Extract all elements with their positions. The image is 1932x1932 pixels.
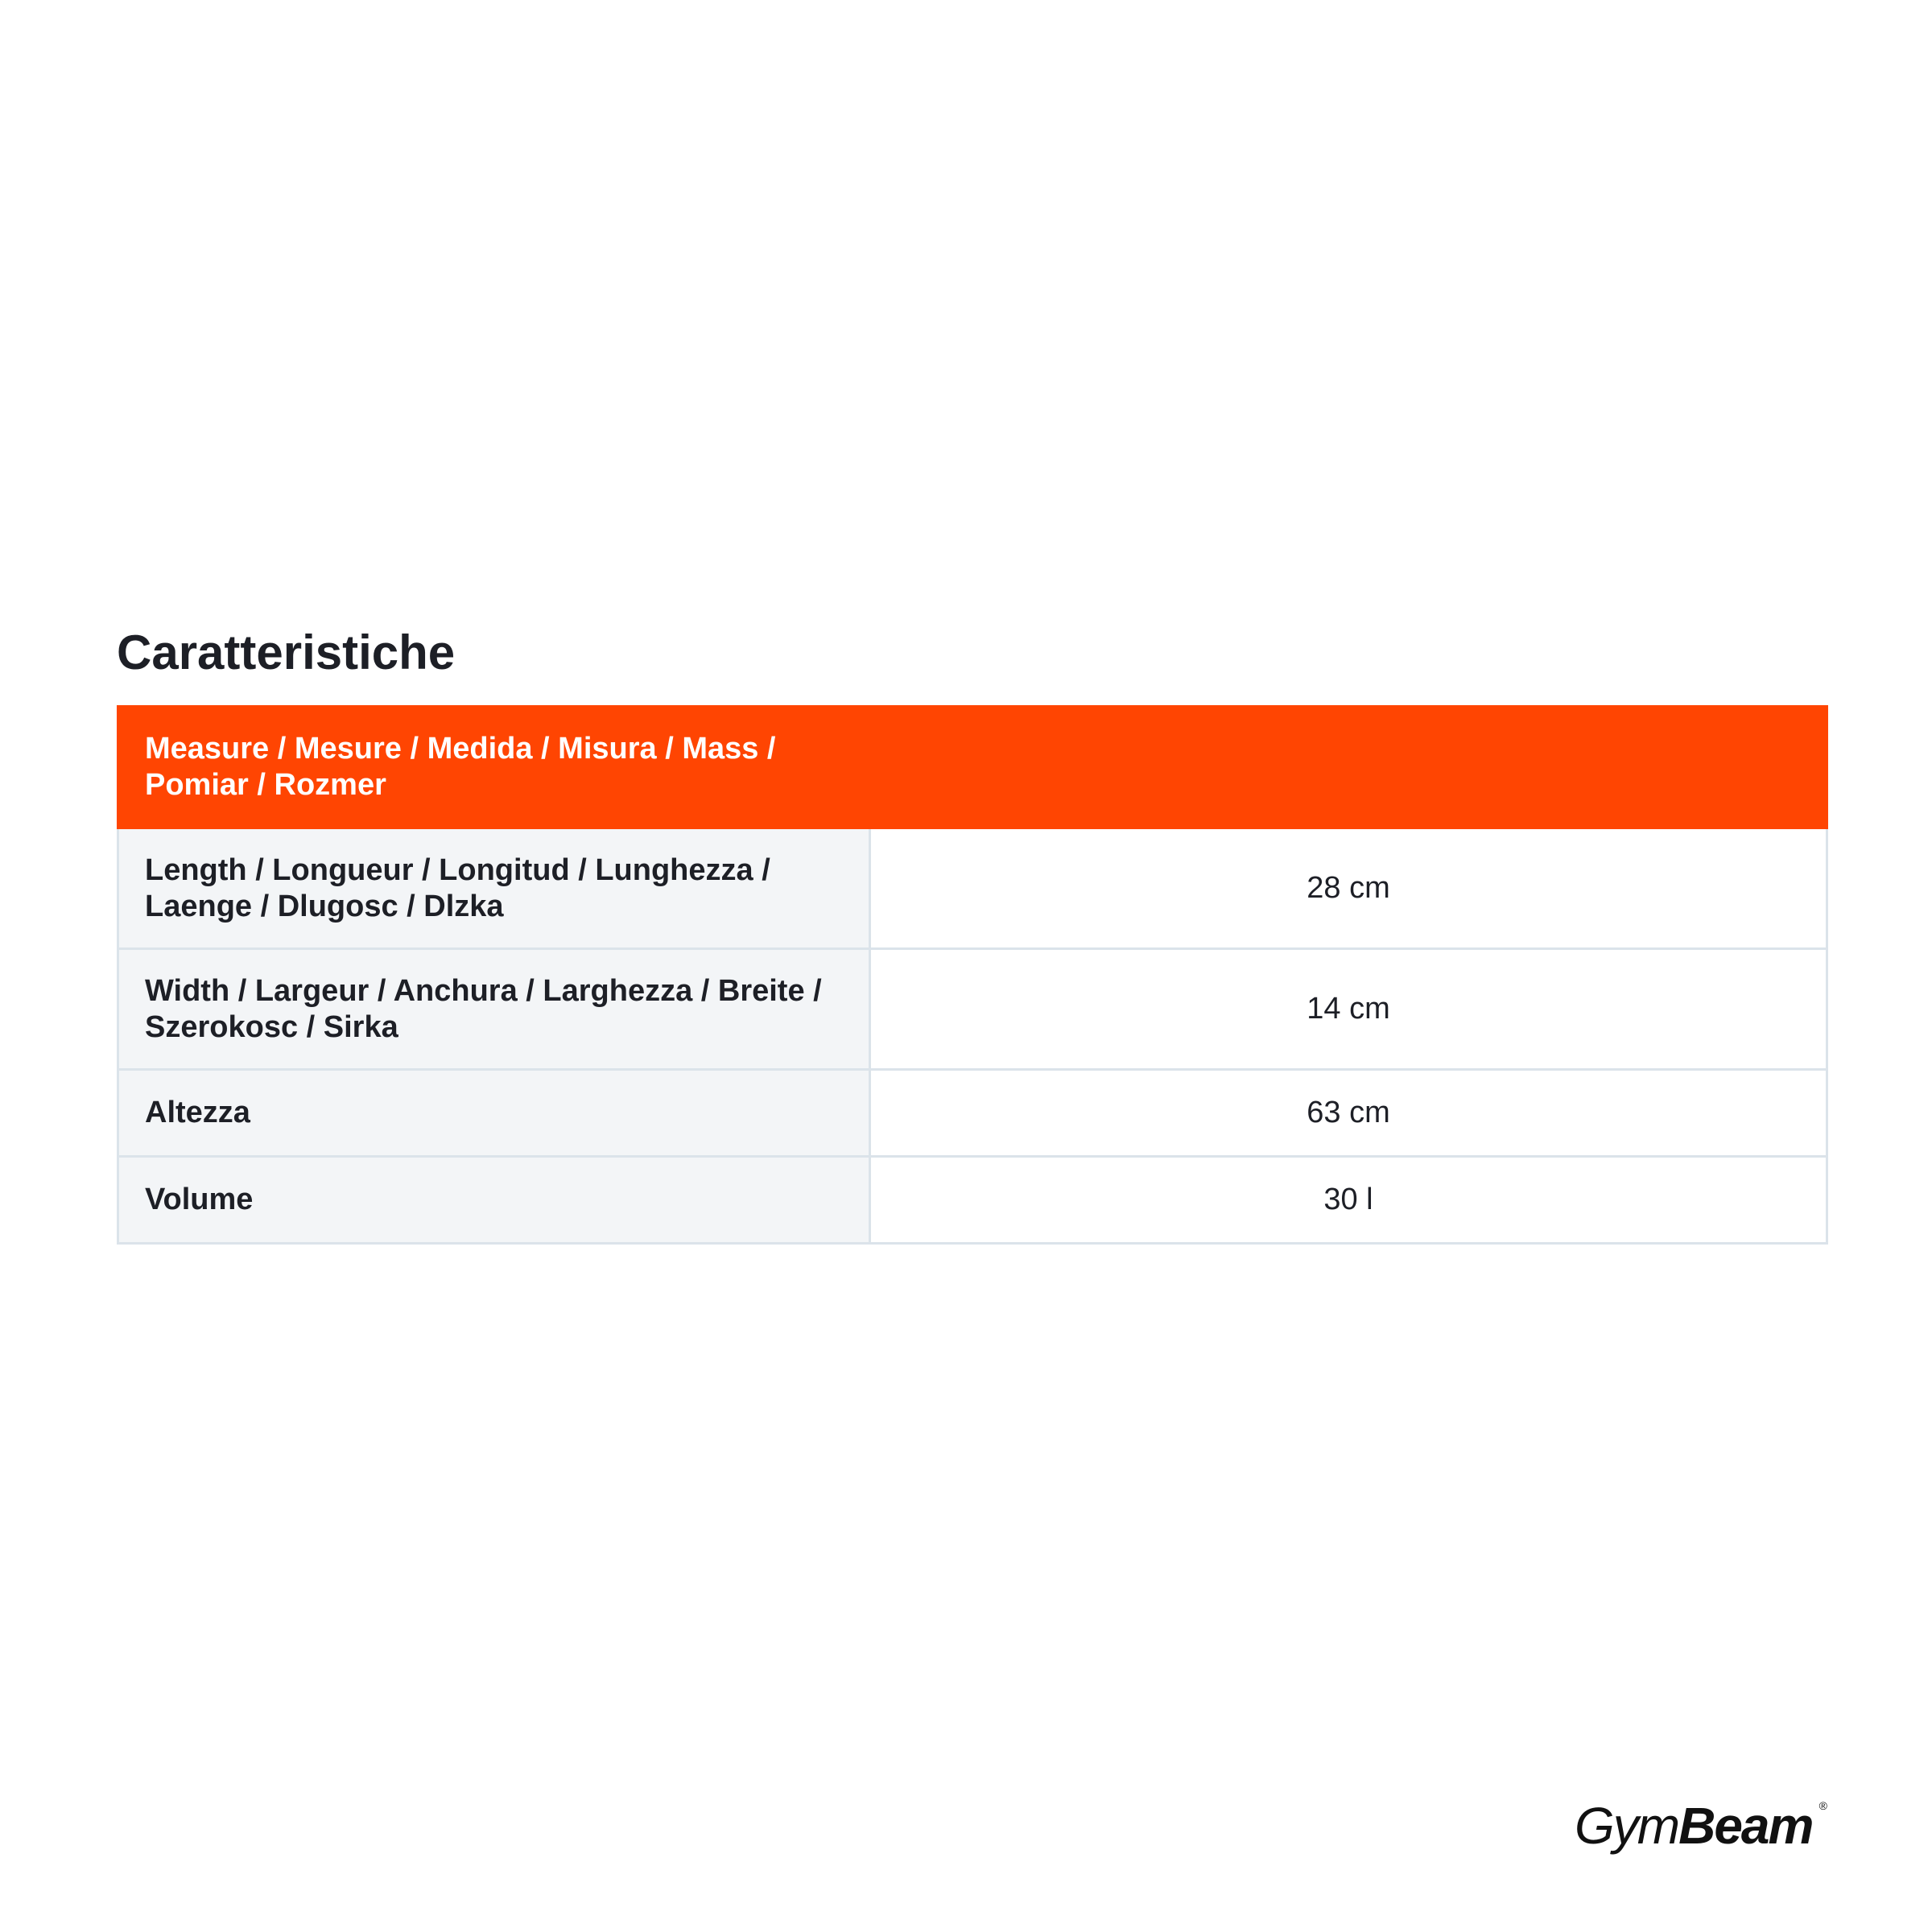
gymbeam-logo (1575, 1794, 1832, 1858)
row-value: 30 l (870, 1157, 1827, 1244)
row-value: 14 cm (870, 949, 1827, 1070)
row-label: Length / Longueur / Longitud / Lunghezza / Laenge / Dlugosc / Dlzka (118, 828, 870, 949)
row-value: 28 cm (870, 828, 1827, 949)
specs-section (117, 624, 1826, 1245)
table-row (118, 949, 1827, 1070)
row-label: Volume (118, 1157, 870, 1244)
logo-prefix: Gym (1575, 1797, 1679, 1855)
row-label: Width / Largeur / Anchura / Larghezza / Breite / Szerokosc / Sirka (118, 949, 870, 1070)
registered-mark-icon: ® (1818, 1799, 1827, 1812)
table-header-row (118, 707, 1827, 828)
table-row (118, 1157, 1827, 1244)
row-value: 63 cm (870, 1070, 1827, 1157)
table-header-label: Measure / Mesure / Medida / Misura / Mass / Pomiar / Rozmer (145, 732, 776, 802)
row-label: Altezza (118, 1070, 870, 1157)
specs-table (117, 705, 1828, 1245)
logo-suffix: Beam (1678, 1797, 1813, 1855)
table-header-cell (118, 707, 1827, 828)
section-title: Caratteristiche (117, 625, 456, 679)
table-row (118, 1070, 1827, 1157)
table-row (118, 828, 1827, 949)
